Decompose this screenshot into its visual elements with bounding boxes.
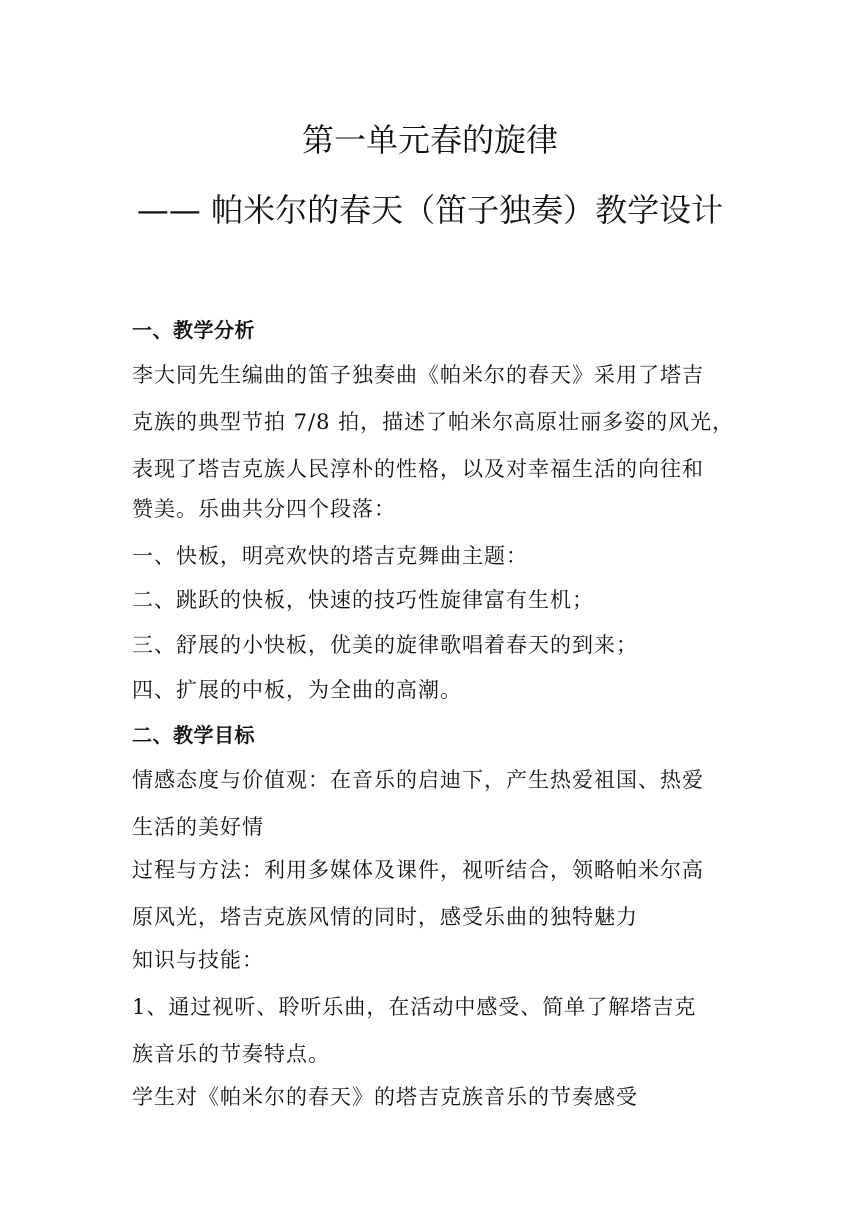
paragraph-line: 族音乐的节奏特点。 <box>132 1042 330 1066</box>
paragraph-line: 1、通过视听、聆听乐曲，在活动中感受、简单了解塔吉克 <box>132 995 697 1019</box>
paragraph-line: 知识与技能： <box>132 948 264 972</box>
paragraph-line: 学生对《帕米尔的春天》的塔吉克族音乐的节奏感受 <box>132 1085 638 1109</box>
section-heading-analysis: 一、教学分析 <box>132 318 255 342</box>
section-heading-goals: 二、教学目标 <box>132 723 255 747</box>
paragraph-line: 原风光，塔吉克族风情的同时，感受乐曲的独特魅力 <box>132 905 638 929</box>
paragraph-line: 过程与方法：利用多媒体及课件，视听结合，领略帕米尔高 <box>132 858 704 882</box>
list-item-section-2: 二、跳跃的快板，快速的技巧性旋律富有生机； <box>132 588 594 612</box>
paragraph-line: 情感态度与价值观：在音乐的启迪下，产生热爱祖国、热爱 <box>132 768 704 792</box>
list-item-section-3: 三、舒展的小快板，优美的旋律歌唱着春天的到来； <box>132 633 638 657</box>
paragraph-line: 生活的美好情 <box>132 815 264 839</box>
list-item-section-1: 一、快板，明亮欢快的塔吉克舞曲主题： <box>132 544 528 568</box>
paragraph-line: 李大同先生编曲的笛子独奏曲《帕米尔的春天》采用了塔吉 <box>132 363 704 387</box>
document-subtitle: —— 帕米尔的春天（笛子独奏）教学设计 <box>136 191 724 229</box>
paragraph-line: 表现了塔吉克族人民淳朴的性格，以及对幸福生活的向往和 <box>132 457 704 481</box>
list-item-section-4: 四、扩展的中板，为全曲的高潮。 <box>132 678 462 702</box>
paragraph-line: 克族的典型节拍 7/8 拍，描述了帕米尔高原壮丽多姿的风光， <box>132 410 735 434</box>
document-title: 第一单元春的旋律 <box>301 121 558 159</box>
paragraph-line: 赞美。乐曲共分四个段落： <box>132 497 396 521</box>
